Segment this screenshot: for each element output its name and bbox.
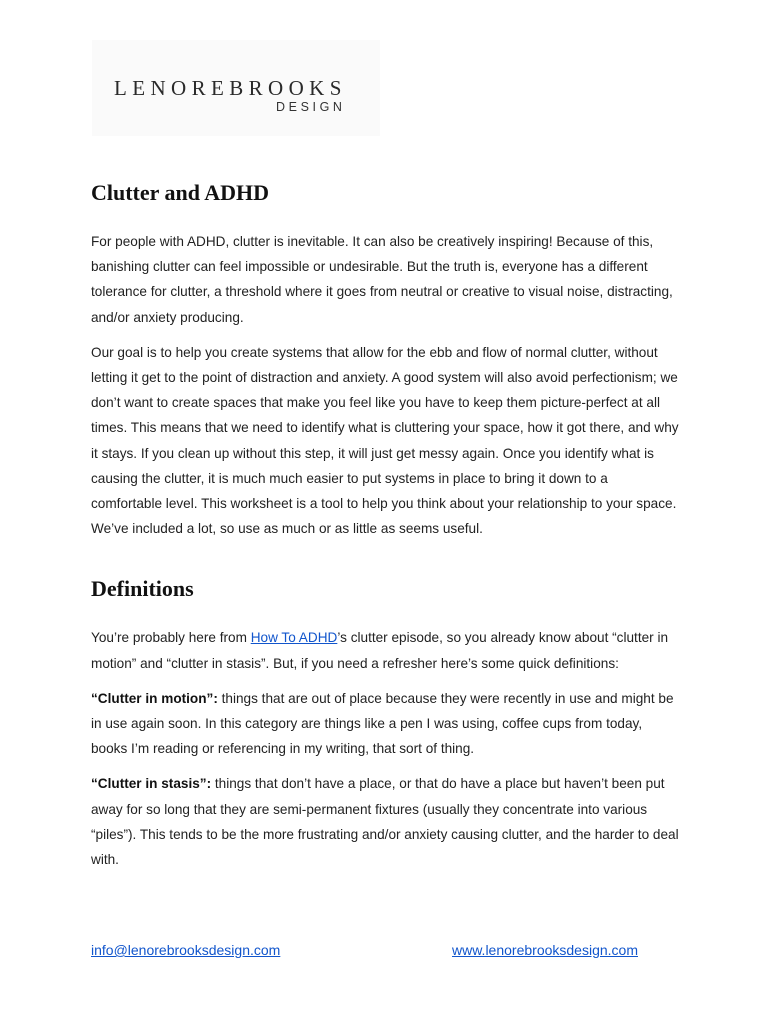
definitions-intro-text-rest: ’s clutter episode, so you already know about “clutter in motion” and “clutter in stasis”. But, if you need a refresher here’s some quick definitions: (91, 630, 669, 671)
logo-wordmark: LENOREBROOKS (114, 76, 347, 100)
paragraph-clutter-in-motion (91, 686, 681, 762)
definition-clutter-in-motion: things that are out of place because they were recently in use and might be in use again soon. In this category are things like a pen I was using, coffee cups from today, books I’m reading or referencing in my writing, that sort of thing. (91, 690, 674, 757)
section-heading-definitions: Definitions (91, 576, 194, 602)
paragraph-intro-2: Our goal is to help you create systems that allow for the ebb and flow of normal clutter, without letting it get to the point of distraction and anxiety. A good system will also avoid perfectionism; we don’t want to create spaces that make you feel like you have to keep them picture-perfect at all times. This means that we need to identify what is cluttering your space, how it got there, and why it stays. If you clean up without this step, it will just get messy again. Once you identify what is causing the clutter, it is much much easier to put systems in place to bring it down to a comfortable level. This worksheet is a tool to help you think about your relationship to your space. We’ve included a lot, so use as much or as little as seems useful. (91, 344, 679, 537)
term-clutter-in-stasis: “Clutter in stasis”: (91, 776, 212, 792)
term-clutter-in-motion: “Clutter in motion”: (91, 690, 218, 706)
logo (92, 40, 380, 136)
document-body (91, 176, 681, 872)
definitions-intro-text: You’re probably here from (91, 630, 251, 646)
footer-website-link[interactable]: www.lenorebrooksdesign.com (452, 942, 638, 958)
paragraph-definitions-intro (91, 625, 681, 675)
paragraph-intro-1: For people with ADHD, clutter is inevitable. It can also be creatively inspiring! Because of this, banishing clutter can feel impossible or undesirable. But the truth is, everyone has a different tolerance for clutter, a threshold where it goes from neutral or creative to visual noise, distracting, and/or anxiety producing. (91, 234, 673, 325)
section-heading-clutter: Clutter and ADHD (91, 180, 270, 205)
logo-subtitle: DESIGN (276, 100, 346, 114)
footer-email-link[interactable]: info@lenorebrooksdesign.com (91, 942, 281, 958)
definition-clutter-in-stasis: things that don’t have a place, or that do have a place but haven’t been put away for so long that they are semi-permanent fixtures (usually they concentrate into various “piles”). This tends to be the more frustrating and/or anxiety causing clutter, and the harder to deal with. (91, 776, 679, 868)
how-to-adhd-link[interactable]: How To ADHD (250, 630, 338, 646)
paragraph-clutter-in-stasis (91, 771, 681, 872)
